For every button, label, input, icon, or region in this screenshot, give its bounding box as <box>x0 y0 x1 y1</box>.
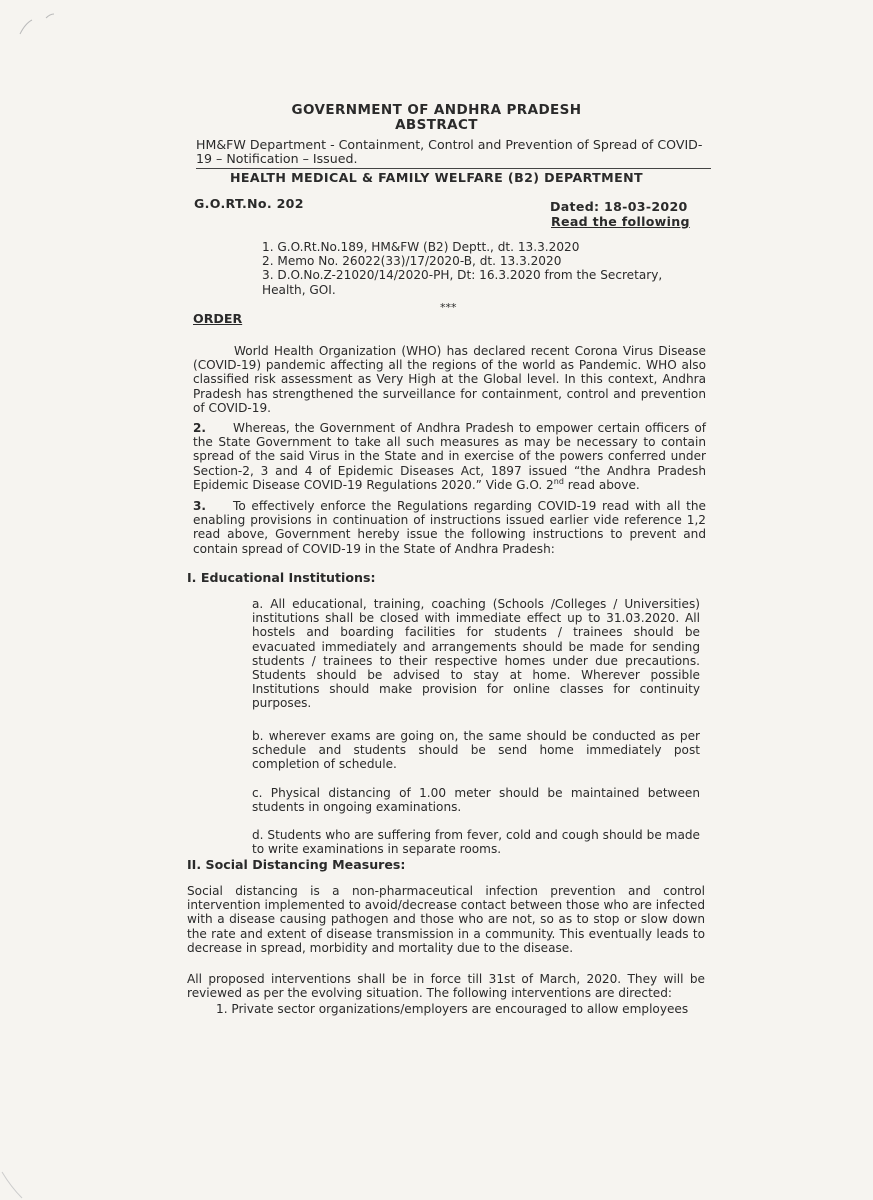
scan-mark-bottom-left <box>0 1170 30 1200</box>
educational-item-d: d. Students who are suffering from fever, cold and cough should be made to write examinations in separate rooms. <box>252 828 700 857</box>
paragraph-text-end: read above. <box>563 477 640 492</box>
reference-item: 3. D.O.No.Z-21020/14/2020-PH, Dt: 16.3.2020 from the Secretary, Health, GOI. <box>262 268 663 297</box>
order-heading: ORDER <box>193 311 243 326</box>
paragraph-number: 2. <box>193 421 207 435</box>
read-following: Read the following <box>551 214 690 229</box>
header-divider <box>196 168 711 169</box>
order-paragraph-3 <box>193 499 706 556</box>
section-heading-social-distancing: II. Social Distancing Measures: <box>187 857 406 872</box>
ordinal-suffix: nd <box>553 476 564 486</box>
references-list <box>262 240 692 297</box>
abstract-label: ABSTRACT <box>395 117 478 133</box>
educational-item-c: c. Physical distancing of 1.00 meter should be maintained between students in ongoing examinations. <box>252 786 700 815</box>
section-heading-educational: I. Educational Institutions: <box>187 570 376 585</box>
department-title: HEALTH MEDICAL & FAMILY WELFARE (B2) DEPARTMENT <box>229 170 644 185</box>
reference-item: 1. G.O.Rt.No.189, HM&FW (B2) Deptt., dt. 13.3.2020 <box>262 240 580 254</box>
social-distancing-paragraph-2: All proposed interventions shall be in force till 31st of March, 2020. They will be reviewed as per the evolving situation. The following interventions are directed: <box>187 972 705 1001</box>
order-paragraph-2 <box>193 421 706 492</box>
paragraph-text: Whereas, the Government of Andhra Pradesh to empower certain officers of the State Government to take all such measures as may be necessary to contain spread of the said Virus in the State and in exercise of the powers conferred under Section-2, 3 and 4 of Epidemic Diseases Act, 1897 issued “the Andhra Pradesh Epidemic Disease COVID-19 Regulations 2020.” Vide G.O. 2 <box>193 421 706 492</box>
separator-stars: *** <box>440 301 457 314</box>
go-number: G.O.RT.No. 202 <box>194 196 304 211</box>
educational-item-b: b. wherever exams are going on, the same should be conducted as per schedule and students should be send home immediately post completion of schedule. <box>252 729 700 772</box>
social-distancing-paragraph-1: Social distancing is a non-pharmaceutical infection prevention and control intervention implemented to avoid/decrease contact between those who are infected with a disease causing pathogen and those who are not, so as to stop or slow down the rate and extent of disease transmission in a community. This eventually leads to decrease in spread, morbidity and mortality due to the disease. <box>187 884 705 955</box>
reference-item: 2. Memo No. 26022(33)/17/2020-B, dt. 13.3.2020 <box>262 254 562 269</box>
scan-mark-top-left <box>18 8 58 38</box>
paragraph-text: To effectively enforce the Regulations regarding COVID-19 read with all the enabling provisions in continuation of instructions issued earlier vide reference 1,2 read above, Government hereby issue the following instructions to prevent and contain spread of COVID-19 in the State of Andhra Pradesh: <box>193 499 706 556</box>
subject-line: HM&FW Department - Containment, Control and Prevention of Spread of COVID-19 – Notification – Issued. <box>196 137 703 167</box>
educational-item-a: a. All educational, training, coaching (Schools /Colleges / Universities) institutions shall be closed with immediate effect up to 31.03.2020. All hostels and boarding facilities for students / trainees should be evacuated immediately and arrangements should be made for sending students / trainees to their respective homes under due precautions. Students should be advised to stay at home. Wherever possible Institutions should make provision for online classes for continuity purposes. <box>252 597 700 711</box>
government-title: GOVERNMENT OF ANDHRA PRADESH <box>291 102 582 118</box>
order-paragraph-1: World Health Organization (WHO) has declared recent Corona Virus Disease (COVID-19) pandemic affecting all the regions of the world as Pandemic. WHO also classified risk assessment as Very High at the Global level. In this context, Andhra Pradesh has strengthened the surveillance for containment, control and prevention of COVID-19. <box>193 344 706 415</box>
paragraph-number: 3. <box>193 499 207 513</box>
order-date: Dated: 18-03-2020 <box>550 199 688 214</box>
social-distancing-item-1: 1. Private sector organizations/employers are encouraged to allow employees <box>216 1002 689 1016</box>
